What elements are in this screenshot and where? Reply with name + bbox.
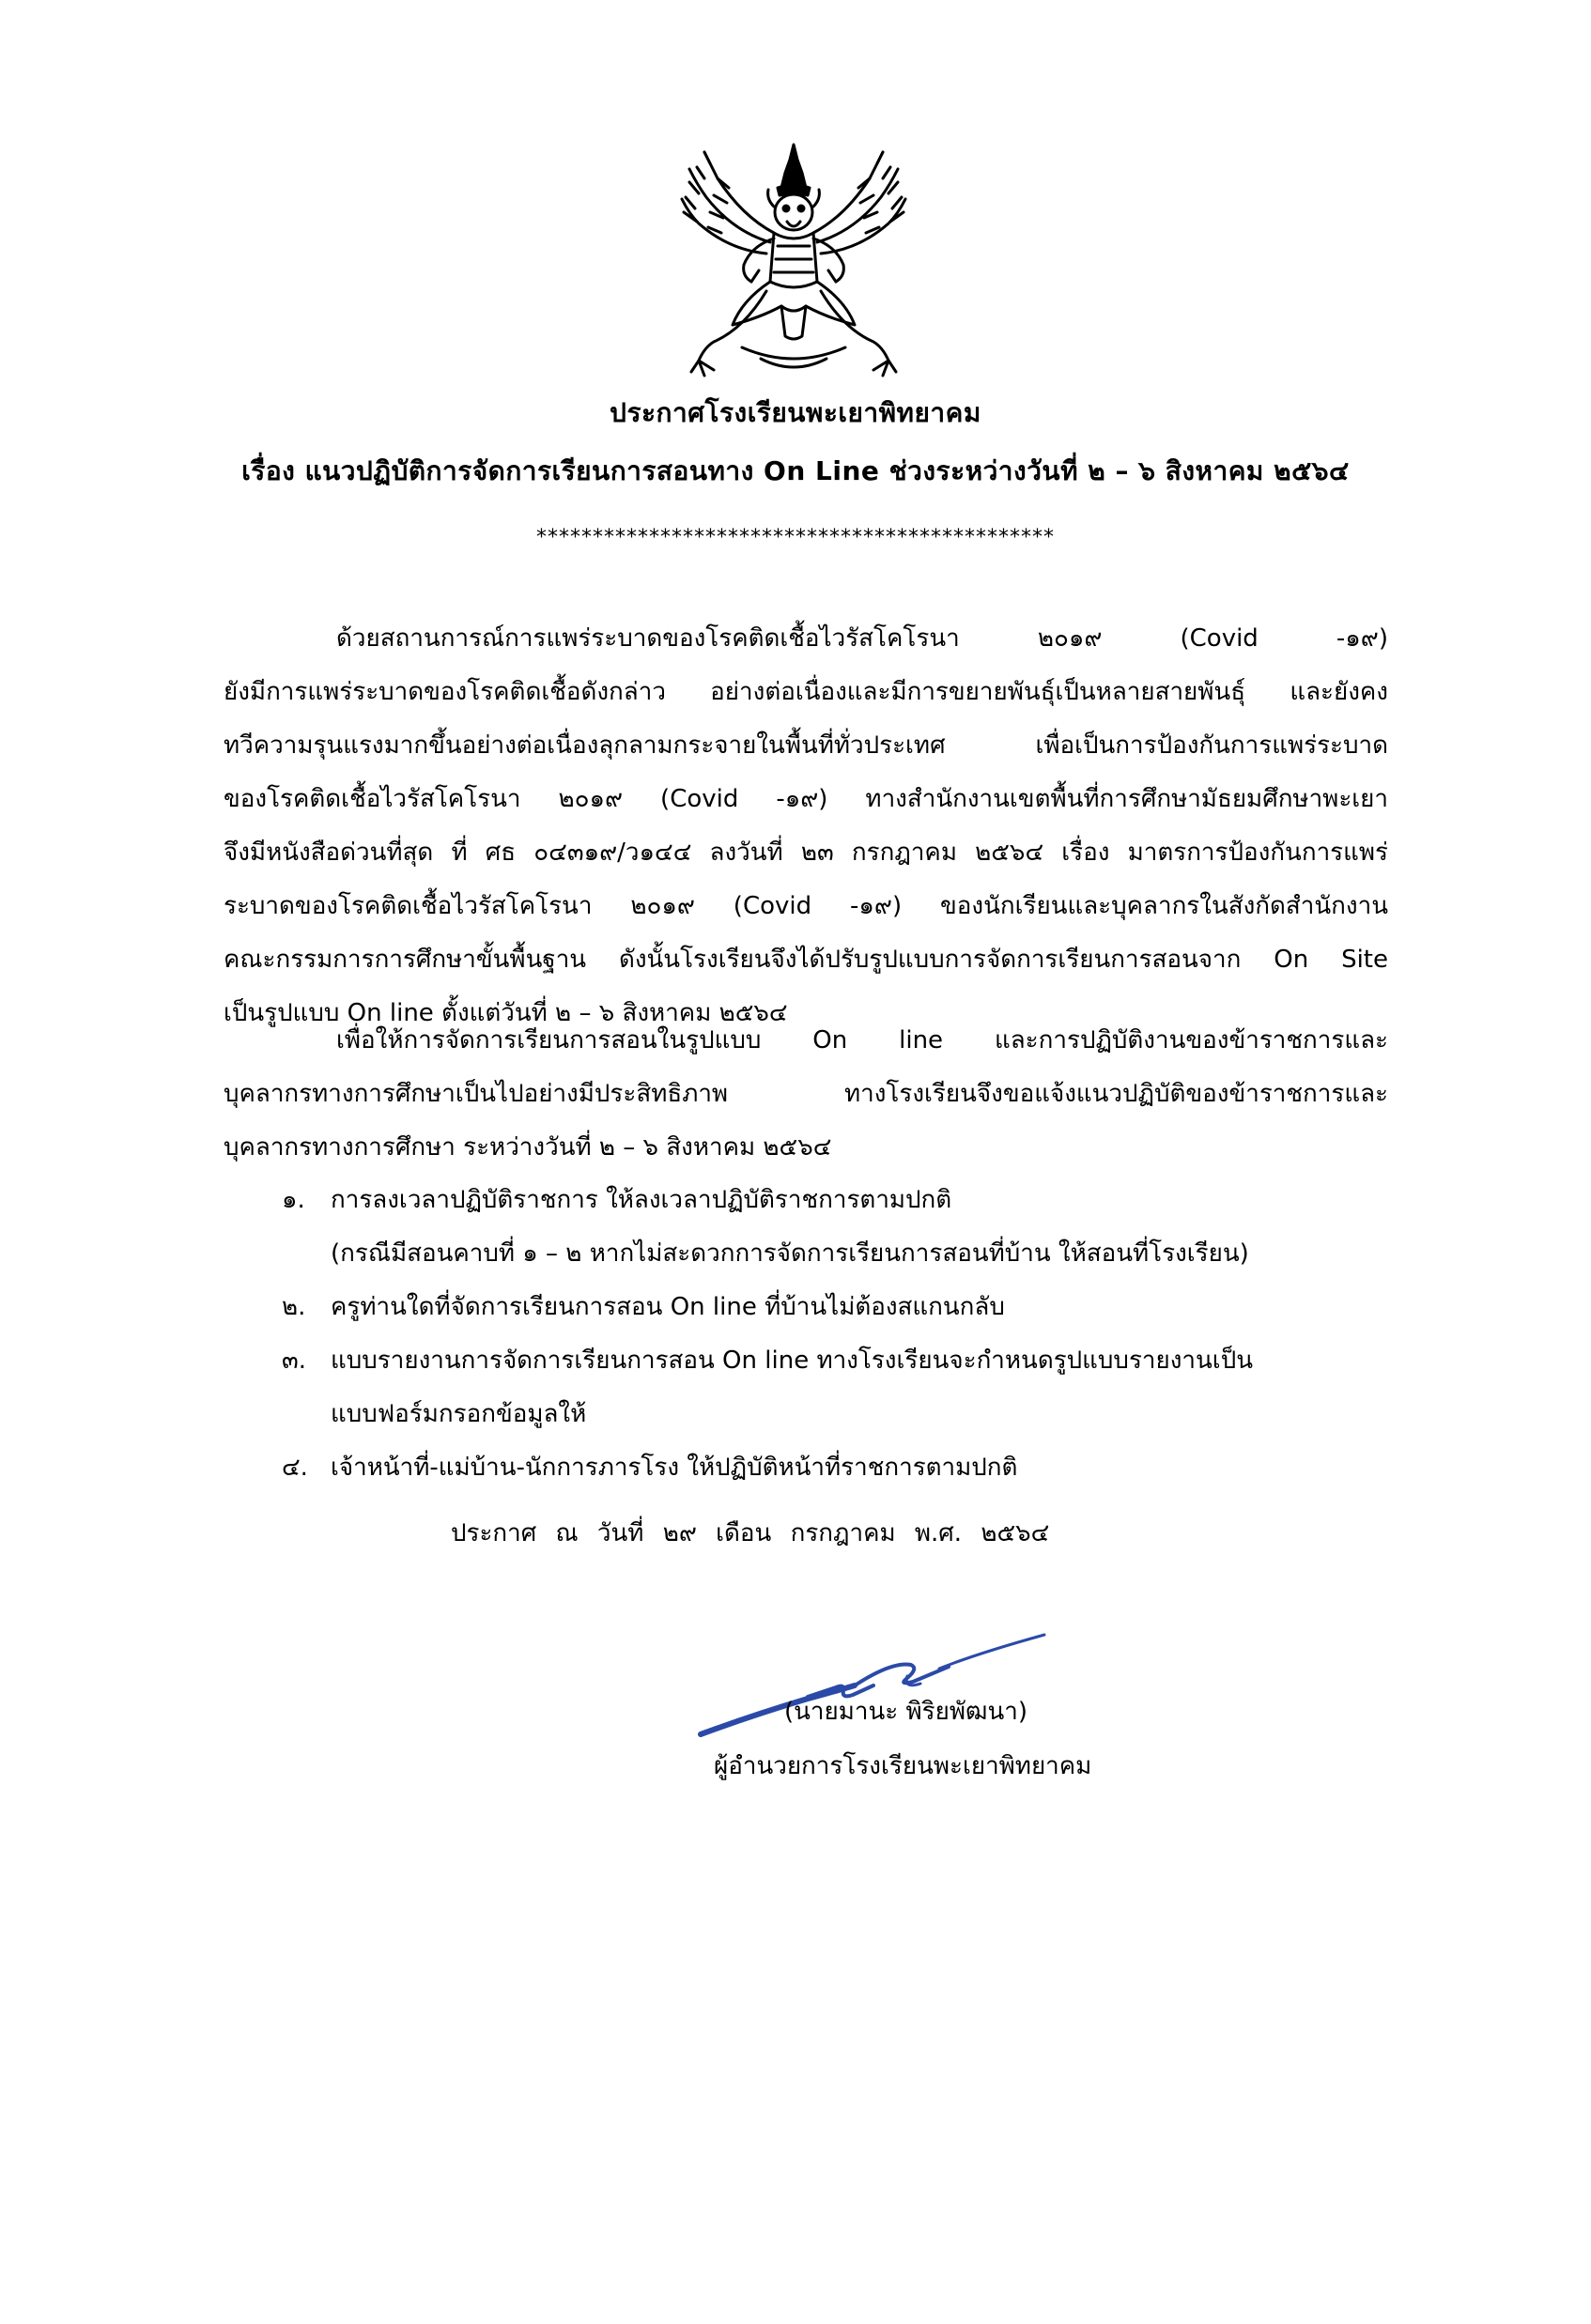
paragraph-line: บุคลากรทางการศึกษา ระหว่างวันที่ ๒ – ๖ สิงหาคม ๒๕๖๔ <box>224 1133 832 1162</box>
paragraph-line: บุคลากรทางการศึกษาเป็นไปอย่างมีประสิทธิภาพ ทางโรงเรียนจึงขอแจ้งแนวปฏิบัติของข้าราชการและ <box>224 1080 1388 1108</box>
list-item-text: ครูท่านใดที่จัดการเรียนการสอน On line ที่บ้านไม่ต้องสแกนกลับ <box>331 1293 1005 1321</box>
separator: ********************************************** <box>536 526 1055 549</box>
list-item-text: แบบรายงานการจัดการเรียนการสอน On line ทางโรงเรียนจะกำหนดรูปแบบรายงานเป็น <box>331 1347 1253 1375</box>
paragraph-1 <box>224 612 1388 1040</box>
paragraph-line: จึงมีหนังสือด่วนที่สุด ที่ ศธ ๐๔๓๑๙/ว๑๔๔ ลงวันที่ ๒๓ กรกฎาคม ๒๕๖๔ เรื่อง มาตรการป้องกันการแพร่ <box>224 839 1388 867</box>
paragraph-line: เพื่อให้การจัดการเรียนการสอนในรูปแบบ On line และการปฏิบัติงานของข้าราชการและ <box>336 1026 1388 1054</box>
list-item-text: แบบฟอร์มกรอกข้อมูลให้ <box>331 1400 587 1428</box>
subject-line: เรื่อง แนวปฏิบัติการจัดการเรียนการสอนทาง On Line ช่วงระหว่างวันที่ ๒ – ๖ สิงหาคม ๒๕๖๔ <box>241 455 1350 486</box>
list-item <box>282 1441 1390 1495</box>
paragraph-line: ด้วยสถานการณ์การแพร่ระบาดของโรคติดเชื้อไวรัสโคโรนา ๒๐๑๙ (Covid -๑๙) <box>336 624 1388 653</box>
guideline-list <box>282 1174 1390 1495</box>
signer-name: (นายมานะ พิริยพัฒนา) <box>784 1698 1027 1726</box>
list-item-number: ๒. <box>282 1293 306 1321</box>
page-title: ประกาศโรงเรียนพะเยาพิทยาคม <box>610 397 981 428</box>
paragraph-line: เป็นรูปแบบ On line ตั้งแต่วันที่ ๒ – ๖ สิงหาคม ๒๕๖๔ <box>224 999 788 1027</box>
announcement-date: ประกาศ ณ วันที่ ๒๙ เดือน กรกฎาคม พ.ศ. ๒๕๖๔ <box>451 1519 1050 1547</box>
list-item <box>282 1174 1390 1281</box>
list-item <box>282 1334 1390 1441</box>
paragraph-line: ทวีความรุนแรงมากขึ้นอย่างต่อเนื่องลุกลามกระจายในพื้นที่ทั่วประเทศ เพื่อเป็นการป้องกันการแพร่ระบาด <box>224 731 1388 760</box>
list-item-number: ๓. <box>282 1347 307 1375</box>
list-item-text: (กรณีมีสอนคาบที่ ๑ – ๒ หากไม่สะดวกการจัดการเรียนการสอนที่บ้าน ให้สอนที่โรงเรียน) <box>331 1239 1249 1268</box>
signer-title: ผู้อำนวยการโรงเรียนพะเยาพิทยาคม <box>714 1752 1092 1780</box>
paragraph-line: คณะกรรมการการศึกษาขั้นพื้นฐาน ดังนั้นโรงเรียนจึงได้ปรับรูปแบบการจัดการเรียนการสอนจาก On Site <box>224 946 1388 974</box>
list-item <box>282 1281 1390 1334</box>
list-item-number: ๔. <box>282 1454 308 1482</box>
paragraph-2 <box>224 1014 1388 1175</box>
list-item-number: ๑. <box>282 1186 305 1214</box>
garuda-emblem-icon <box>676 141 911 383</box>
paragraph-line: ของโรคติดเชื้อไวรัสโคโรนา ๒๐๑๙ (Covid -๑๙) ทางสำนักงานเขตพื้นที่การศึกษามัธยมศึกษาพะเยา <box>224 785 1388 813</box>
list-item-text: เจ้าหน้าที่-แม่บ้าน-นักการภารโรง ให้ปฏิบัติหน้าที่ราชการตามปกติ <box>331 1454 1018 1482</box>
paragraph-line: ยังมีการแพร่ระบาดของโรคติดเชื้อดังกล่าว อย่างต่อเนื่องและมีการขยายพันธุ์เป็นหลายสายพันธุ์ และยังคง <box>224 678 1388 706</box>
paragraph-line: ระบาดของโรคติดเชื้อไวรัสโคโรนา ๒๐๑๙ (Covid -๑๙) ของนักเรียนและบุคลากรในสังกัดสำนักงาน <box>224 892 1388 920</box>
list-item-text: การลงเวลาปฏิบัติราชการ ให้ลงเวลาปฏิบัติราชการตามปกติ <box>331 1186 952 1214</box>
